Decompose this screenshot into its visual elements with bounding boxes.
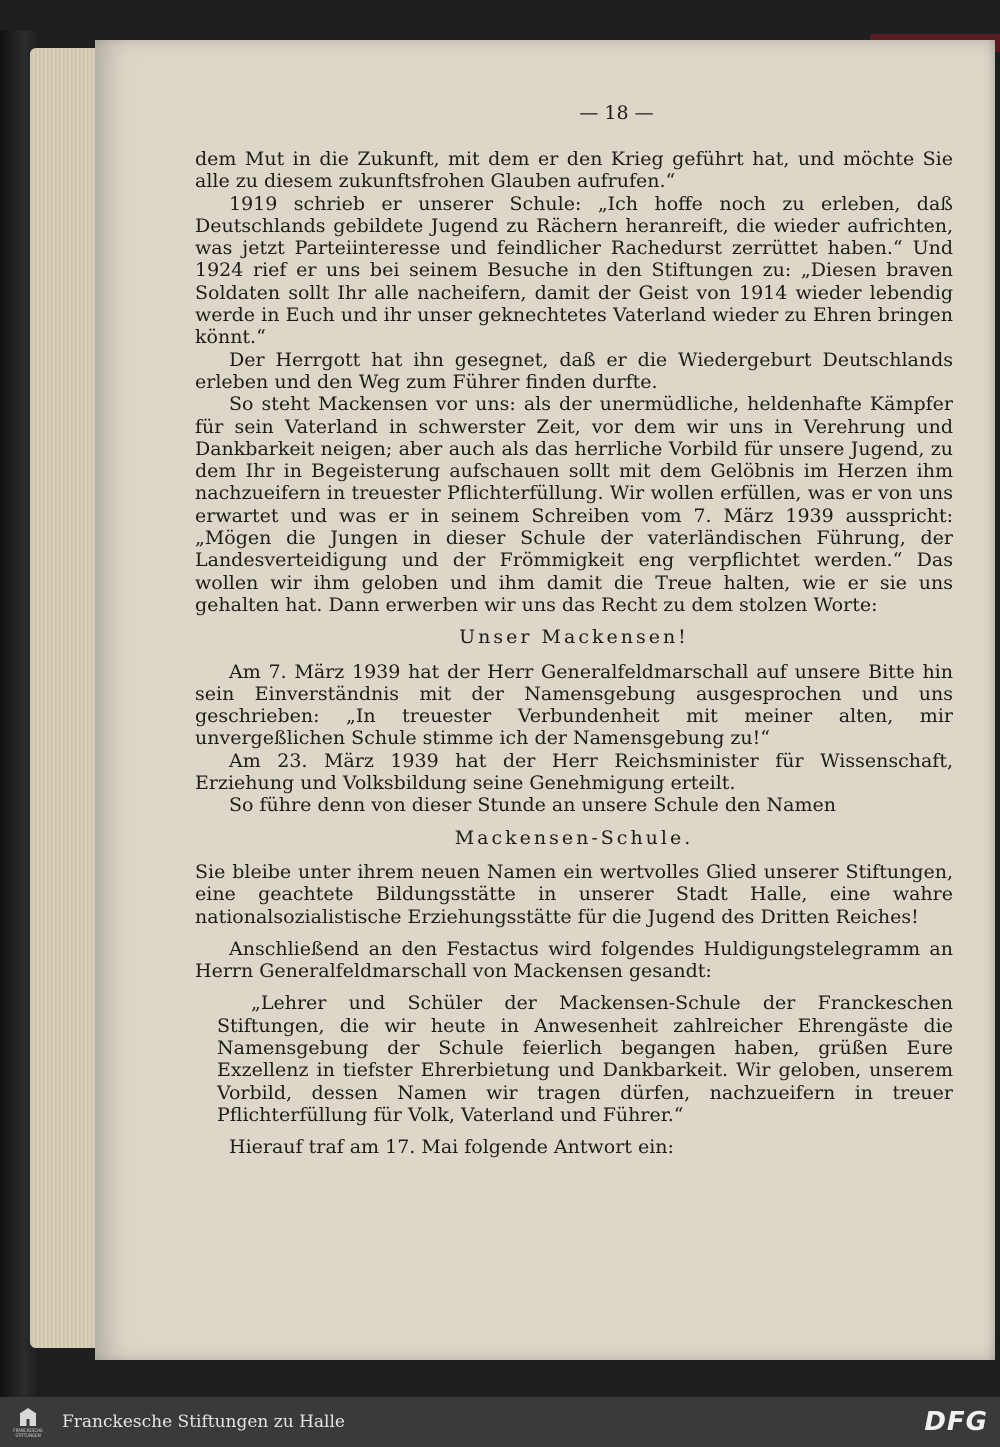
dfg-logo[interactable]: DFG [924,1407,988,1437]
franckesche-stiftungen-logo[interactable] [10,1402,46,1442]
page-number: — 18 — [579,102,654,124]
building-icon [18,1406,38,1428]
paragraph: Am 23. März 1939 hat der Herr Reichsminister für Wissenschaft, Erziehung und Volksbildung seine Genehmigung erteilt. [195,749,953,795]
paragraph: 1919 schrieb er unserer Schule: „Ich hoffe noch zu erleben, daß Deutschlands gebildete Jugend zu Rächern heranreift, die wieder aufrichten, was jetzt Parteiinteresse und feindlicher Rachedurst zerrüttet haben.“ Und 1924 rief er uns bei seinem Besuche in den Stiftungen zu: „Diesen braven Soldaten sollt Ihr alle nacheifern, damit der Geist von 1914 wieder lebendig werde in Euch und ihr unser geknechtetes Vaterland wieder zu Ehren bringen könnt.“ [195,192,953,349]
paragraph: So führe denn von dieser Stunde an unsere Schule den Namen [229,794,836,817]
paragraph: Am 7. März 1939 hat der Herr Generalfeldmarschall auf unsere Bitte hin sein Einverständnis mit der Namensgebung ausgesprochen und uns geschrieben: „In treuester Verbundenheit mit meiner alten, mir unvergeßlichen Schule stimme ich der Namensgebung zu!“ [195,660,953,750]
heading-mackensen-schule: Mackensen-Schule. [454,826,694,849]
paragraph: Der Herrgott hat ihn gesegnet, daß er die Wiedergeburt Deutschlands erleben und den Weg zum Führer finden durfte. [195,348,953,393]
telegram-quote: „Lehrer und Schüler der Mackensen-Schule der Franckeschen Stiftungen, die wir heute in Anwesenheit zahlreicher Ehrengäste die Namensgebung der Schule feierlich begangen haben, grüßen Eure Exzellenz in tiefster Ehrerbietung und Dankbarkeit. Wir geloben, unserem Vorbild, dessen Namen wir tragen dürfen, nachzueifern in treuer Pflichterfüllung für Volk, Vaterland und Führer.“ [217,992,953,1126]
footer-title[interactable]: Franckesche Stiftungen zu Halle [62,1412,345,1432]
logo-text: FRANCKESCHE STIFTUNGEN [13,1428,43,1438]
heading-unser-mackensen: Unser Mackensen! [459,626,689,649]
viewer-footer [0,1397,1000,1447]
paragraph: Anschließend an den Festactus wird folgendes Huldigungstelegramm an Herrn Generalfeldmarschall von Mackensen gesandt: [195,937,953,983]
paragraph: So steht Mackensen vor uns: als der unermüdliche, heldenhafte Kämpfer für sein Vaterland in schwerster Zeit, vor dem wir uns in Verehrung und Dankbarkeit neigen; aber auch als das herrliche Vorbild für unsere Jugend, zu dem Ihr in Begeisterung aufschauen sollt mit dem Gelöbnis im Herzen ihm nachzueifern in treuester Pflichterfüllung. Wir wollen erfüllen, was er von uns erwartet und was er in seinem Schreiben vom 7. März 1939 ausspricht: „Mögen die Jungen in dieser Schule der vaterländischen Führung, der Landesverteidigung und der Frömmigkeit eng verpflichtet werden.“ Das wollen wir ihm geloben und ihm damit die Treue halten, wie er sie uns gehalten hat. Dann erwerben wir uns das Recht zu dem stolzen Worte: [195,393,953,616]
paragraph: Sie bleibe unter ihrem neuen Namen ein wertvolles Glied unserer Stiftungen, eine geachtete Bildungsstätte in unserer Stadt Halle, eine wahre nationalsozialistische Erziehungsstätte für die Jugend des Dritten Reiches! [195,860,953,928]
paragraph: Hierauf traf am 17. Mai folgende Antwort ein: [229,1136,674,1159]
page-text [195,148,953,1158]
paragraph: dem Mut in die Zukunft, mit dem er den Krieg geführt hat, und möchte Sie alle zu diesem zukunftsfrohen Glauben aufrufen.“ [195,148,953,193]
